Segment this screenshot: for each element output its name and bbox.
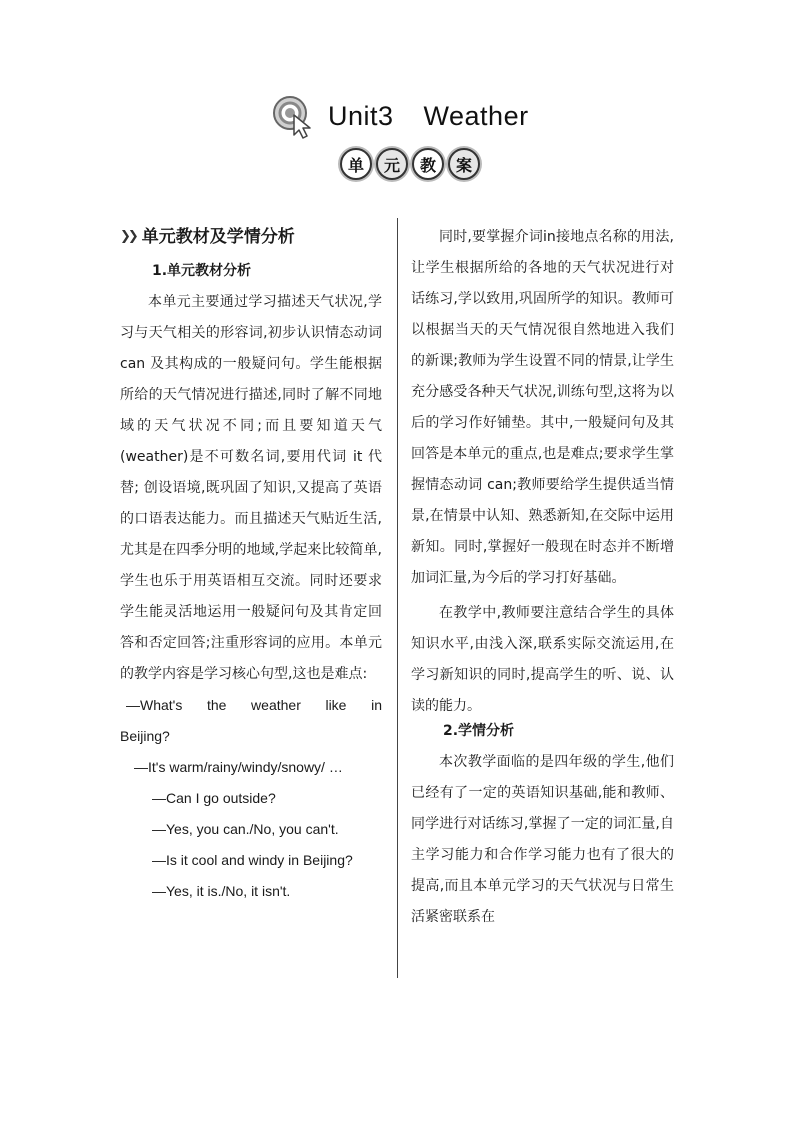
double-chevron-icon: ❯❯ <box>120 229 136 244</box>
dialog-line: Beijing? <box>120 728 170 744</box>
section-heading <box>120 222 382 252</box>
badge-char: 案 <box>448 148 480 180</box>
badge-char: 单 <box>340 148 372 180</box>
page-title <box>328 101 529 132</box>
sub-heading-student-analysis: 2.学情分析 <box>443 723 515 739</box>
unit-lesson-plan-badge <box>340 148 484 180</box>
dialog-line: —Yes, you can./No, you can't. <box>152 821 339 837</box>
dialog-line: —Is it cool and windy in Beijing? <box>152 852 353 868</box>
unit-name: Weather <box>423 100 529 131</box>
left-column <box>120 222 382 907</box>
magnifier-cursor-icon <box>270 93 316 139</box>
unit-number: Unit3 <box>328 100 394 131</box>
column-divider <box>397 218 398 978</box>
sub-heading-textbook-analysis: 1.单元教材分析 <box>152 263 252 279</box>
dialog-line: —It's warm/rainy/windy/snowy/ … <box>134 759 343 775</box>
dialog-line: —Can I go outside? <box>152 790 276 806</box>
paragraph: 在教学中,教师要注意结合学生的具体知识水平,由浅入深,联系实际交流运用,在学习新知识的同时,提高学生的听、说、认读的能力。 <box>411 605 674 714</box>
dialog-line: —Yes, it is./No, it isn't. <box>152 883 291 899</box>
unit-title <box>270 93 529 139</box>
paragraph: 本次教学面临的是四年级的学生,他们已经有了一定的英语知识基础,能和教师、同学进行对话练习,掌握了一定的词汇量,自主学习能力和合作学习能力也有了很大的提高,而且本单元学习的天气状况与日常生活紧密联系在 <box>411 754 674 925</box>
paragraph: 本单元主要通过学习描述天气状况,学习与天气相关的形容词,初步认识情态动词 can 及其构成的一般疑问句。学生能根据所给的天气情况进行描述,同时了解不同地域的天气状况不同;而且要知道天气(weather)是不可数名词,要用代词 it 代替; 创设语境,既巩固了知识,又提高了英语的口语表达能力。而且描述天气贴近生活,尤其是在四季分明的地域,学起来比较简单,学生也乐于用英语相互交流。同时还要求学生能灵活地运用一般疑问句及其肯定回答和否定回答;注重形容词的应用。本单元的教学内容是学习核心句型,这也是难点: <box>120 294 382 682</box>
paragraph: 同时,要掌握介词in接地点名称的用法,让学生根据所给的各地的天气状况进行对话练习,学以致用,巩固所学的知识。教师可以根据当天的天气情况很自然地进入我们的新课;教师为学生设置不同的情景,让学生充分感受各种天气状况,训练句型,这将为以后的学习作好铺垫。其中,一般疑问句及其回答是本单元的重点,也是难点;要求学生掌握情态动词 can;教师要给学生提供适当情景,在情景中认知、熟悉新知,在交际中运用新知。同时,掌握好一般现在时态并不断增加词汇量,为今后的学习打好基础。 <box>411 229 674 586</box>
right-column <box>411 222 674 933</box>
dialog-line: —What's the weather like in <box>126 697 382 713</box>
badge-char: 元 <box>376 148 408 180</box>
section-heading-text: 单元教材及学情分析 <box>141 227 295 247</box>
badge-char: 教 <box>412 148 444 180</box>
